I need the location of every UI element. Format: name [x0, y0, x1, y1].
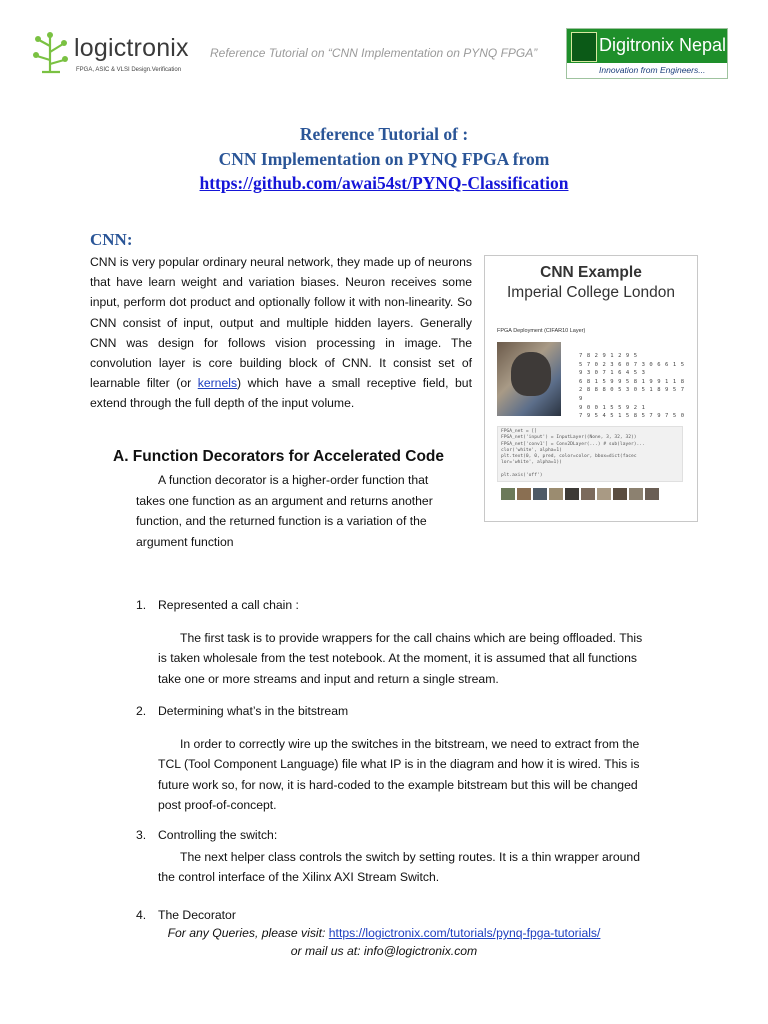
cnn-example-figure	[484, 255, 698, 522]
list-title: Represented a call chain :	[158, 598, 299, 612]
footer-queries	[0, 926, 768, 940]
logictronix-wordmark: logictronix	[74, 34, 189, 62]
cnn-paragraph	[90, 252, 472, 414]
code-line: FPGA_net('input') = InputLayer((None, 3, 32, 32))	[501, 435, 637, 441]
list-number: 3.	[136, 828, 147, 842]
list-number: 2.	[136, 704, 147, 718]
thumbnail	[613, 488, 627, 500]
thumbnail	[501, 488, 515, 500]
title-link-line	[0, 173, 768, 194]
list-body: In order to correctly wire up the switches in the bitstream, we need to extract from the TCL (Tool Component Language) file what IP is in the diagram and how it is wired. This is future work so, for now, it is hard-coded to the example bitstream but this will be changed post proof-of-concept.	[158, 737, 640, 812]
list-item-3-body	[158, 847, 648, 888]
list-item-1-title	[136, 598, 299, 612]
section-a-text: A function decorator is a higher-order function that takes one function as an argument and returns another function, and the returned function is a variation of the argument function	[136, 473, 433, 549]
code-line: plt.text(0, 0, pred, color=color, bbox=dict(facec	[501, 454, 637, 460]
digit-row: 5 7 0 2 3 6 0 7 3 0 6 6 1 5	[579, 361, 685, 368]
digitronix-logo	[566, 28, 728, 79]
list-body: The first task is to provide wrappers for the call chains which are being offloaded. This is taken wholesale from the test notebook. At the moment, it is assumed that all functions take one or more streams and input and return a single stream.	[158, 631, 643, 686]
header-reference-text: Reference Tutorial on “CNN Implementation on PYNQ FPGA”	[210, 46, 538, 60]
thumbnail	[517, 488, 531, 500]
logictronix-tagline: FPGA, ASIC & VLSI Design.Verification	[76, 67, 182, 73]
digit-row: 9 3 0 7 1 6 4 5 3	[579, 370, 646, 377]
digitronix-wordmark: Digitronix Nepal	[599, 35, 727, 55]
list-title: The Decorator	[158, 908, 236, 922]
footer-mail: or mail us at: info@logictronix.com	[290, 944, 478, 958]
section-a-paragraph	[136, 470, 456, 552]
digit-row: 2 8 8 8 0 5 3 0 5 1 8 9 5 7 9	[579, 387, 685, 402]
code-line: lor='white', alpha=1))	[501, 460, 562, 466]
list-item-4-title	[136, 908, 236, 922]
code-line: FPGA_net = []	[501, 429, 537, 434]
thumbnail-strip	[501, 488, 659, 500]
title-line-2: CNN Implementation on PYNQ FPGA from	[218, 149, 550, 169]
thumbnail	[533, 488, 547, 500]
code-snippet	[497, 426, 683, 482]
section-a-heading: A. Function Decorators for Accelerated Code	[113, 448, 445, 465]
cnn-paragraph-text-2: ) which have a small receptive field, but extend through the full depth of the input volume.	[90, 376, 472, 411]
figure-title: CNN Example	[540, 264, 642, 281]
title-line-1: Reference Tutorial of :	[299, 124, 469, 144]
cat-shape	[511, 352, 551, 396]
list-body: The next helper class controls the switch by setting routes. It is a thin wrapper around the control interface of the Xilinx AXI Stream Switch.	[158, 850, 640, 885]
code-line: FPGA_net['conv1'] = Conv2DLayer(...) # sub(layer)...	[501, 441, 645, 447]
list-item-1-body	[158, 628, 648, 689]
cnn-paragraph-text-1: CNN is very popular ordinary neural network, they made up of neurons that have learn weight and variation biases. Neuron receives some input, perform dot product and optionally follow it with non-linearity. So CNN consist of input, output and multiple hidden layers. Generally CNN was design for follows vision processing in image. The convolution layer is core building block of CNN. It consist set of learnable filter (or	[90, 255, 472, 391]
circuit-tree-icon	[32, 30, 72, 78]
list-item-2-title	[136, 704, 348, 718]
figure-caption: FPGA Deployment (CIFAR10 Layer)	[497, 328, 586, 334]
chip-icon	[571, 32, 597, 62]
thumbnail	[549, 488, 563, 500]
thumbnail	[597, 488, 611, 500]
list-title: Determining what’s in the bitstream	[158, 704, 349, 718]
logictronix-logo	[32, 30, 192, 80]
tutorials-link[interactable]: https://logictronix.com/tutorials/pynq-fpga-tutorials/	[328, 926, 601, 940]
thumbnail	[581, 488, 595, 500]
digit-row: 7 8 2 9 1 2 9 5	[579, 353, 638, 359]
list-number: 1.	[136, 598, 147, 612]
digit-row: 7 9 5 4 5 1 5 8 5 7 9 7 5 0	[579, 413, 685, 420]
digit-row: 6 8 1 5 9 9 5 8 1 9 9 1 1 8	[579, 378, 685, 385]
digit-grid	[579, 352, 689, 421]
list-title: Controlling the switch:	[158, 828, 278, 842]
list-item-3-title	[136, 828, 277, 842]
footer-queries-prefix: For any Queries, please visit:	[167, 926, 329, 940]
code-line: plt.axis('off')	[501, 473, 543, 479]
figure-subtitle: Imperial College London	[506, 284, 676, 301]
thumbnail	[645, 488, 659, 500]
code-line: clor('white', alpha=1)	[501, 447, 562, 453]
cat-sample-image	[497, 342, 561, 416]
thumbnail	[629, 488, 643, 500]
digitronix-banner	[567, 29, 727, 63]
digit-row: 9 0 0 1 5 5 9 2 1	[579, 404, 646, 411]
list-item-2-body	[158, 734, 648, 815]
digitronix-slogan: Innovation from Engineers...	[599, 65, 706, 75]
list-number: 4.	[136, 908, 147, 922]
kernels-link[interactable]: kernels	[197, 376, 238, 391]
thumbnail	[565, 488, 579, 500]
github-link[interactable]: https://github.com/awai54st/PYNQ-Classification	[199, 173, 569, 193]
cnn-heading: CNN:	[90, 230, 133, 249]
